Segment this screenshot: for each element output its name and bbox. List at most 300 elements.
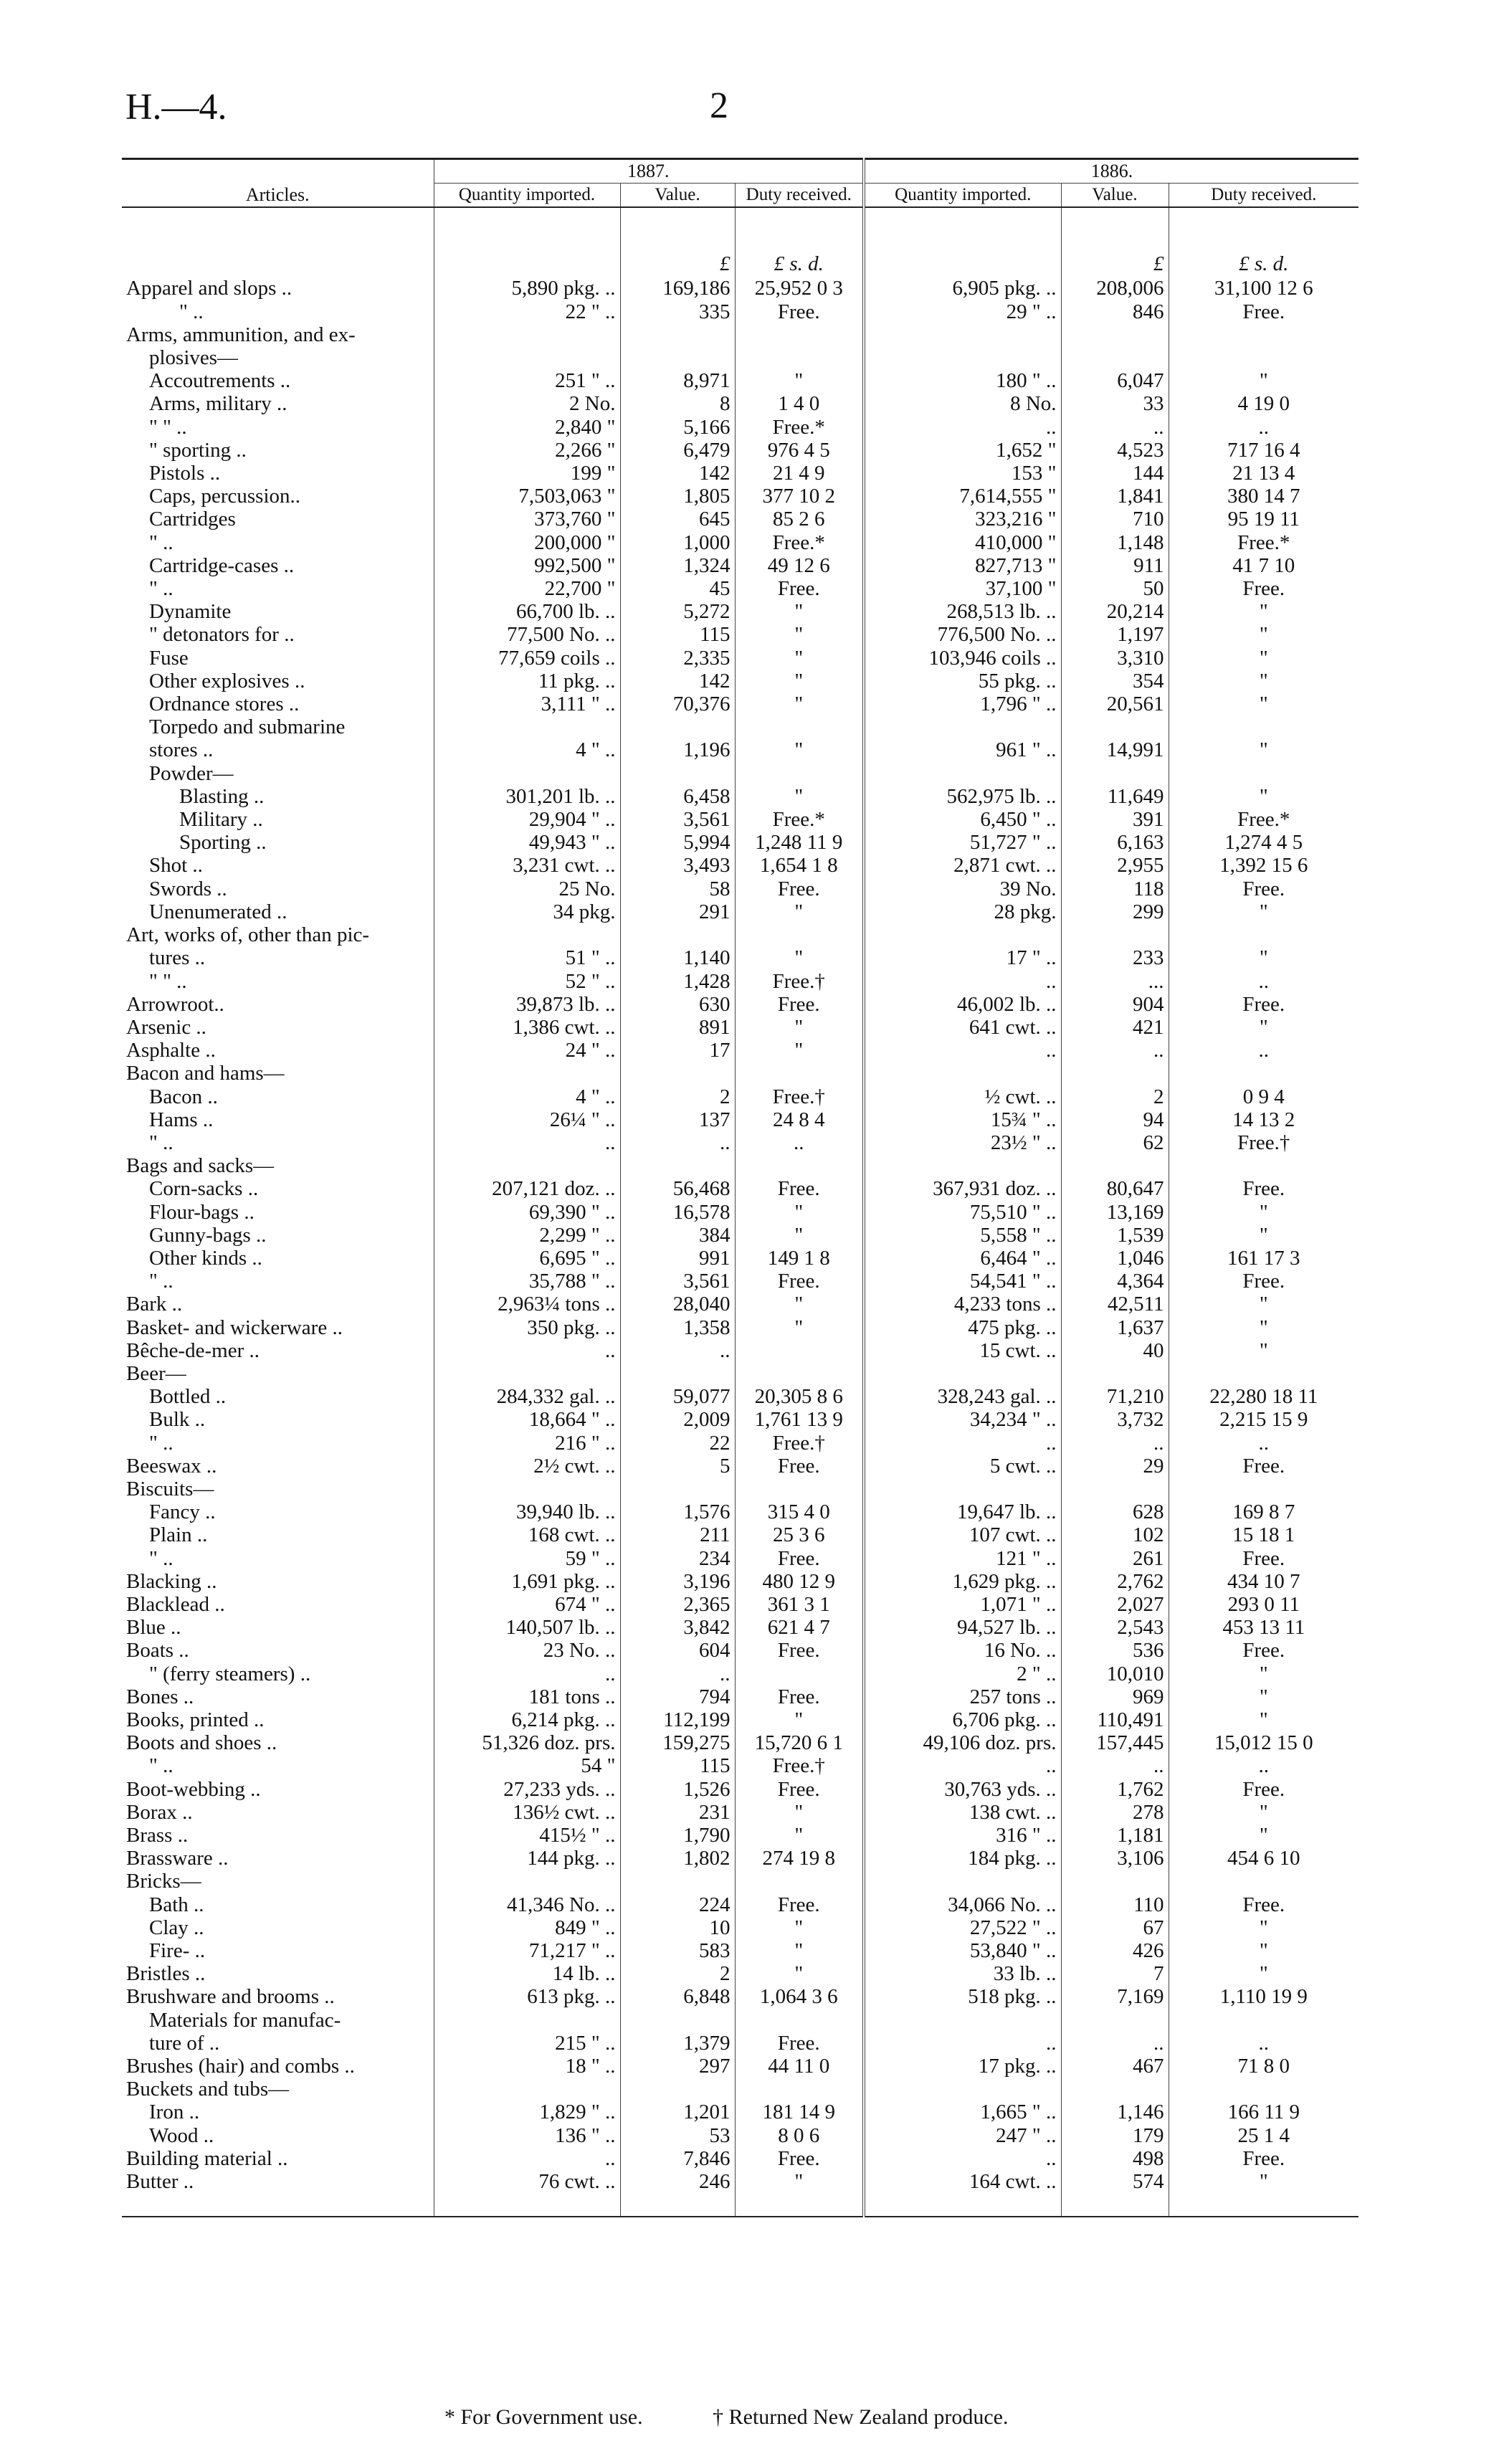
value-1886-cell: 29 — [1061, 1455, 1169, 1478]
article-cell: Clay .. — [149, 1916, 204, 1939]
value-1887-cell: 1,428 — [620, 970, 735, 993]
duty-1886-cell: Free. — [1169, 1639, 1358, 1662]
article-cell: Cartridge-cases .. — [149, 553, 295, 577]
table-row — [122, 439, 1358, 462]
table-row — [122, 670, 1358, 693]
value-1887-cell: 2,335 — [620, 647, 735, 670]
duty-1887-cell — [735, 1478, 864, 1500]
duty-1887-cell: " — [735, 946, 864, 969]
value-1887-cell: 2 — [620, 1085, 735, 1108]
quantity-1886-cell: 103,946 coils .. — [864, 647, 1061, 670]
duty-1886-cell — [1169, 346, 1358, 369]
table-row — [122, 485, 1358, 508]
table-row — [122, 554, 1358, 577]
quantity-1886-cell: 75,510 " .. — [864, 1201, 1061, 1224]
quantity-1886-cell: 827,713 " — [864, 554, 1061, 577]
duty-1886-cell: " — [1169, 600, 1358, 623]
value-1887-cell: 8,971 — [620, 369, 735, 392]
duty-1887-cell: 1,761 13 9 — [735, 1408, 864, 1431]
article-cell: " (ferry steamers) .. — [149, 1662, 311, 1685]
value-1887-cell: 3,196 — [620, 1570, 735, 1593]
table-row — [122, 1639, 1358, 1662]
value-1887-cell: 1,324 — [620, 554, 735, 577]
article-cell: Wood .. — [149, 2123, 214, 2147]
table-row — [122, 785, 1358, 808]
duty-1887-cell: Free. — [735, 577, 864, 600]
table-row — [122, 808, 1358, 831]
quantity-1886-cell — [864, 1362, 1061, 1385]
imports-table — [122, 158, 1358, 2217]
article-cell: Bath .. — [149, 1893, 204, 1916]
value-1887-cell: 604 — [620, 1639, 735, 1662]
value-1887-cell: 1,000 — [620, 531, 735, 554]
value-1886-cell: 157,445 — [1061, 1731, 1169, 1754]
article-cell: Bulk .. — [149, 1408, 206, 1432]
article-cell: " .. — [149, 1131, 173, 1154]
value-1886-cell: 2,543 — [1061, 1616, 1169, 1639]
value-1886-cell: 179 — [1061, 2124, 1169, 2147]
article-cell: Bacon .. — [149, 1085, 218, 1108]
quantity-1886-cell: 19,647 lb. .. — [864, 1500, 1061, 1523]
table-row — [122, 346, 1358, 369]
table-row — [122, 1478, 1358, 1500]
value-1886-cell: 574 — [1061, 2170, 1169, 2193]
duty-1886-cell — [1169, 2009, 1358, 2032]
duty-1886-cell: .. — [1169, 1432, 1358, 1455]
duty-1887-cell: 20,305 8 6 — [735, 1385, 864, 1408]
quantity-1886-cell: ½ cwt. .. — [864, 1085, 1061, 1108]
table-row — [122, 416, 1358, 439]
value-1886-cell: 911 — [1061, 554, 1169, 577]
article-cell: Fire- .. — [149, 1939, 206, 1963]
quantity-1887-cell: .. — [434, 2147, 620, 2170]
article-cell: Apparel and slops .. — [126, 277, 292, 300]
article-cell: Brass .. — [126, 1824, 189, 1847]
duty-1886-cell: 454 6 10 — [1169, 1847, 1358, 1870]
duty-1886-cell — [1169, 323, 1358, 346]
article-cell: " sporting .. — [149, 438, 247, 462]
value-1887-cell: 59,077 — [620, 1385, 735, 1408]
quantity-1887-cell: 136½ cwt. .. — [434, 1801, 620, 1824]
quantity-1886-cell: 17 " .. — [864, 946, 1061, 969]
table-row — [122, 1201, 1358, 1224]
quantity-1887-cell — [434, 2009, 620, 2032]
duty-1886-cell: .. — [1169, 1039, 1358, 1062]
duty-1886-cell: " — [1169, 1708, 1358, 1731]
value-1887-cell: 1,805 — [620, 485, 735, 508]
duty-1887-cell: 181 14 9 — [735, 2101, 864, 2123]
quantity-1886-cell: 562,975 lb. .. — [864, 785, 1061, 808]
value-1887-cell: 224 — [620, 1893, 735, 1916]
table-row — [122, 2032, 1358, 2055]
duty-1887-cell: 15,720 6 1 — [735, 1731, 864, 1754]
value-1886-cell: 710 — [1061, 508, 1169, 531]
article-cell: Fancy .. — [149, 1500, 216, 1524]
duty-1887-cell — [735, 923, 864, 946]
quantity-1886-cell: 2,871 cwt. .. — [864, 854, 1061, 877]
value-1886-cell: 144 — [1061, 462, 1169, 485]
table-row — [122, 1293, 1358, 1316]
table-bottom-rule — [122, 2193, 1358, 2217]
duty-1887-cell: Free.† — [735, 1432, 864, 1455]
duty-1887-cell: 49 12 6 — [735, 554, 864, 577]
quantity-1886-cell: 180 " .. — [864, 369, 1061, 392]
value-1886-cell: 2,027 — [1061, 1593, 1169, 1616]
duty-1886-cell: " — [1169, 900, 1358, 923]
quantity-1887-cell: 4 " .. — [434, 738, 620, 761]
value-1887-cell: 630 — [620, 993, 735, 1016]
value-1886-cell: 2 — [1061, 1085, 1169, 1108]
value-1886-cell: 11,649 — [1061, 785, 1169, 808]
value-1887-cell — [620, 1362, 735, 1385]
duty-1886-cell: Free. — [1169, 1893, 1358, 1916]
value-1887-cell: .. — [620, 1131, 735, 1154]
quantity-1887-cell: 5,890 pkg. .. — [434, 277, 620, 300]
duty-1887-cell: " — [735, 647, 864, 670]
quantity-1886-cell: 46,002 lb. .. — [864, 993, 1061, 1016]
quantity-1887-cell: 18,664 " .. — [434, 1408, 620, 1431]
quantity-1887-cell: 69,390 " .. — [434, 1201, 620, 1224]
article-cell: " .. — [149, 531, 173, 554]
quantity-1886-cell: 6,450 " .. — [864, 808, 1061, 831]
quantity-1886-cell: 49,106 doz. prs. — [864, 1731, 1061, 1754]
quantity-1887-cell: 6,214 pkg. .. — [434, 1708, 620, 1731]
table-row — [122, 1039, 1358, 1062]
quantity-1886-cell: 7,614,555 " — [864, 485, 1061, 508]
quantity-1887-cell: 11 pkg. .. — [434, 670, 620, 693]
table-row — [122, 323, 1358, 346]
duty-1886-cell: Free. — [1169, 1778, 1358, 1801]
duty-1887-cell: " — [735, 623, 864, 646]
table-row — [122, 1108, 1358, 1131]
quantity-1886-cell — [864, 923, 1061, 946]
article-cell: Brassware .. — [126, 1847, 229, 1870]
quantity-1886-cell: 1,796 " .. — [864, 693, 1061, 715]
quantity-1887-cell: 29,904 " .. — [434, 808, 620, 831]
duty-1887-cell: 85 2 6 — [735, 508, 864, 531]
quantity-1887-cell — [434, 1062, 620, 1085]
article-cell: Asphalte .. — [126, 1039, 216, 1062]
value-1887-cell: 583 — [620, 1939, 735, 1962]
duty-1886-cell: 161 17 3 — [1169, 1247, 1358, 1270]
article-cell: tures .. — [149, 946, 206, 970]
quantity-1887-cell: 22 " .. — [434, 300, 620, 323]
quantity-1887-cell: 59 " .. — [434, 1547, 620, 1570]
value-1886-cell: 3,310 — [1061, 647, 1169, 670]
value-1886-cell: 10,010 — [1061, 1663, 1169, 1685]
value-1887-cell: 16,578 — [620, 1201, 735, 1224]
quantity-1886-cell: 518 pkg. .. — [864, 1985, 1061, 2008]
quantity-1886-cell — [864, 1870, 1061, 1893]
value-1887-cell: 384 — [620, 1224, 735, 1247]
value-1887-cell: 3,842 — [620, 1616, 735, 1639]
value-1887-cell: 6,458 — [620, 785, 735, 808]
value-1887-cell: 2,009 — [620, 1408, 735, 1431]
header-spacer — [122, 207, 1358, 251]
value-1887-cell: 3,561 — [620, 1270, 735, 1293]
value-1887-cell: 291 — [620, 900, 735, 923]
duty-1887-cell — [735, 1362, 864, 1385]
table-row — [122, 993, 1358, 1016]
article-cell: Blacking .. — [126, 1569, 217, 1593]
value-1886-cell: 94 — [1061, 1108, 1169, 1131]
article-cell: Art, works of, other than pic- — [126, 923, 370, 947]
duty-1886-cell: " — [1169, 1685, 1358, 1708]
value-1887-cell: 991 — [620, 1247, 735, 1270]
duty-1887-cell — [735, 1062, 864, 1085]
page-number: 2 — [710, 85, 728, 126]
duty-1886-cell: Free. — [1169, 1177, 1358, 1200]
table-row — [122, 277, 1358, 300]
quantity-1886-cell: 184 pkg. .. — [864, 1847, 1061, 1870]
quantity-1886-cell: 1,629 pkg. .. — [864, 1570, 1061, 1593]
year-header-row — [122, 159, 1358, 184]
value-1887-cell: 10 — [620, 1916, 735, 1939]
value-1887-cell: 8 — [620, 392, 735, 415]
quantity-1887-cell: 2,840 " — [434, 416, 620, 439]
table-row — [122, 2078, 1358, 2101]
value-1887-cell: 645 — [620, 508, 735, 531]
article-cell: Bricks— — [126, 1870, 201, 1893]
quantity-1886-cell: 164 cwt. .. — [864, 2170, 1061, 2193]
duty-1886-cell: " — [1169, 1224, 1358, 1247]
duty-1886-cell: " — [1169, 785, 1358, 808]
value-1886-cell: 3,106 — [1061, 1847, 1169, 1870]
duty-1886-cell: 31,100 12 6 — [1169, 277, 1358, 300]
duty-1886-cell: " — [1169, 1339, 1358, 1362]
quantity-1886-cell: 961 " .. — [864, 738, 1061, 761]
value-1886-cell — [1061, 2009, 1169, 2032]
duty-1887-cell: 315 4 0 — [735, 1500, 864, 1523]
duty-1886-cell: .. — [1169, 970, 1358, 993]
duty-1886-cell — [1169, 1478, 1358, 1500]
value-1886-cell: ... — [1061, 970, 1169, 993]
duty-1887-cell: " — [735, 1201, 864, 1224]
article-cell: Hams .. — [149, 1108, 214, 1131]
table-row — [122, 2147, 1358, 2170]
duty-1886-cell: " — [1169, 1293, 1358, 1316]
value-1886-cell: 4,523 — [1061, 439, 1169, 462]
value-1886-cell: 536 — [1061, 1639, 1169, 1662]
quantity-1887-cell: 3,111 " .. — [434, 693, 620, 715]
table-row — [122, 2009, 1358, 2032]
article-cell: Bristles .. — [126, 1962, 206, 1986]
article-cell: Powder— — [149, 761, 234, 785]
duty-1886-cell: 15 18 1 — [1169, 1523, 1358, 1546]
value-1886-cell: .. — [1061, 1432, 1169, 1455]
value-1887-cell: 234 — [620, 1547, 735, 1570]
article-cell: Arms, military .. — [149, 392, 287, 416]
quantity-1887-cell: 25 No. — [434, 877, 620, 900]
duty-1886-cell: " — [1169, 693, 1358, 715]
table-row — [122, 531, 1358, 554]
duty-1886-cell — [1169, 762, 1358, 785]
quantity-1886-cell: 6,706 pkg. .. — [864, 1708, 1061, 1731]
quantity-1887-cell: 7,503,063 " — [434, 485, 620, 508]
duty-1887-cell: " — [735, 600, 864, 623]
value-1886-cell: 278 — [1061, 1801, 1169, 1824]
value-1887-cell — [620, 762, 735, 785]
duty-1886-cell: .. — [1169, 416, 1358, 439]
value-1887-cell: 6,848 — [620, 1985, 735, 2008]
quantity-1886-cell: 94,527 lb. .. — [864, 1616, 1061, 1639]
quantity-1887-cell — [434, 715, 620, 738]
duty-1886-cell: 14 13 2 — [1169, 1108, 1358, 1131]
table-row — [122, 2170, 1358, 2193]
duty-1886-cell: .. — [1169, 2032, 1358, 2055]
table-row — [122, 1663, 1358, 1685]
table-row — [122, 1939, 1358, 1962]
quantity-1886-cell: 54,541 " .. — [864, 1270, 1061, 1293]
quantity-1887-cell: 207,121 doz. .. — [434, 1177, 620, 1200]
article-cell: " .. — [149, 1546, 173, 1570]
article-cell: Ordnance stores .. — [149, 693, 300, 716]
article-cell: " .. — [149, 1270, 173, 1293]
value-1887-cell: 2,365 — [620, 1593, 735, 1616]
article-cell: Boot-webbing .. — [126, 1777, 261, 1801]
table-row — [122, 1177, 1358, 1200]
value-1886-cell — [1061, 323, 1169, 346]
duty-1887-cell: Free. — [735, 2032, 864, 2055]
duty-1887-cell: 1,064 3 6 — [735, 1985, 864, 2008]
quantity-1886-cell: 37,100 " — [864, 577, 1061, 600]
duty-1887-cell: 976 4 5 — [735, 439, 864, 462]
article-cell: Accoutrements .. — [149, 369, 291, 393]
quantity-1886-cell: 323,216 " — [864, 508, 1061, 531]
quantity-1887-cell: 41,346 No. .. — [434, 1893, 620, 1916]
value-1886-cell: 1,146 — [1061, 2101, 1169, 2123]
quantity-1887-cell: 52 " .. — [434, 970, 620, 993]
table-row — [122, 1408, 1358, 1431]
duty-1887-cell: Free.† — [735, 970, 864, 993]
article-cell: Torpedo and submarine — [149, 715, 346, 739]
value-1886-cell: 110,491 — [1061, 1708, 1169, 1731]
duty-1886-cell: " — [1169, 946, 1358, 969]
quantity-1887-cell: 24 " .. — [434, 1039, 620, 1062]
value-1887-cell: 211 — [620, 1523, 735, 1546]
duty-1887-cell: 24 8 4 — [735, 1108, 864, 1131]
table-row — [122, 1270, 1358, 1293]
table-row — [122, 623, 1358, 646]
value-1887-cell: 246 — [620, 2170, 735, 2193]
value-1886-cell: 1,637 — [1061, 1316, 1169, 1339]
value-1886-cell: 426 — [1061, 1939, 1169, 1962]
table-row — [122, 300, 1358, 323]
table-row — [122, 738, 1358, 761]
article-cell: Arms, ammunition, and ex- — [126, 323, 356, 346]
duty-1887-cell: " — [735, 1224, 864, 1247]
value-1887-cell: 142 — [620, 670, 735, 693]
duty-1886-cell: Free. — [1169, 993, 1358, 1016]
article-cell: Basket- and wickerware .. — [126, 1316, 343, 1339]
duty-1887-cell: Free. — [735, 1455, 864, 1478]
value-1886-cell: 118 — [1061, 877, 1169, 900]
table-row — [122, 600, 1358, 623]
value-1886-cell — [1061, 346, 1169, 369]
value-1887-cell: 112,199 — [620, 1708, 735, 1731]
table-row — [122, 970, 1358, 993]
duty-1886-cell: 380 14 7 — [1169, 485, 1358, 508]
article-cell: Shot .. — [149, 854, 203, 877]
article-cell: Bark .. — [126, 1293, 183, 1316]
duty-1887-cell — [735, 715, 864, 738]
table-row — [122, 2101, 1358, 2123]
duty-1886-cell: 15,012 15 0 — [1169, 1731, 1358, 1754]
quantity-1887-cell: .. — [434, 1131, 620, 1154]
duty-1887-cell: Free. — [735, 1270, 864, 1293]
table-row — [122, 392, 1358, 415]
value-1887-cell: .. — [620, 1663, 735, 1685]
duty-1887-cell: " — [735, 1916, 864, 1939]
table-row — [122, 1731, 1358, 1754]
value-1887-cell: 1,576 — [620, 1500, 735, 1523]
table-row — [122, 1362, 1358, 1385]
table-row — [122, 462, 1358, 485]
duty-1886-cell: 1,110 19 9 — [1169, 1985, 1358, 2008]
value-1886-cell: 20,561 — [1061, 693, 1169, 715]
article-cell: Boots and shoes .. — [126, 1731, 277, 1755]
quantity-1886-cell: .. — [864, 416, 1061, 439]
duty-1887-cell: 25,952 0 3 — [735, 277, 864, 300]
duty-1886-cell: Free.† — [1169, 1131, 1358, 1154]
duty-1887-cell: Free. — [735, 993, 864, 1016]
table-row — [122, 831, 1358, 854]
table-row — [122, 1547, 1358, 1570]
value-1886-cell: 7,169 — [1061, 1985, 1169, 2008]
quantity-1887-cell: 1,386 cwt. .. — [434, 1016, 620, 1039]
table-row — [122, 1247, 1358, 1270]
table-row — [122, 1224, 1358, 1247]
duty-1886-cell: Free. — [1169, 577, 1358, 600]
article-cell: Dynamite — [149, 600, 232, 624]
quantity-1887-cell: 2,963¼ tons .. — [434, 1293, 620, 1316]
quantity-1887-cell — [434, 1478, 620, 1500]
value-1887-cell: 5,994 — [620, 831, 735, 854]
duty-1886-cell: " — [1169, 738, 1358, 761]
value-1886-cell: 4,364 — [1061, 1270, 1169, 1293]
article-cell: Borax .. — [126, 1800, 193, 1824]
table-row — [122, 369, 1358, 392]
quantity-1887-cell: 35,788 " .. — [434, 1270, 620, 1293]
value-1887-cell: 3,493 — [620, 854, 735, 877]
duty-1887-cell: 25 3 6 — [735, 1523, 864, 1546]
value-1887-cell: 5,272 — [620, 600, 735, 623]
quantity-1886-cell: 328,243 gal. .. — [864, 1385, 1061, 1408]
value-1887-cell: 1,379 — [620, 2032, 735, 2055]
article-cell: Blue .. — [126, 1616, 181, 1640]
quantity-1886-cell — [864, 762, 1061, 785]
value-1887-cell: 45 — [620, 577, 735, 600]
value-1887-cell: 115 — [620, 1754, 735, 1777]
quantity-1887-cell: 3,231 cwt. .. — [434, 854, 620, 877]
article-cell: " .. — [179, 300, 204, 323]
quantity-1887-cell: 350 pkg. .. — [434, 1316, 620, 1339]
value-1886-cell: 80,647 — [1061, 1177, 1169, 1200]
duty-1887-cell: 480 12 9 — [735, 1570, 864, 1593]
quantity-1886-cell — [864, 346, 1061, 369]
footnote-returned: † Returned New Zealand produce. — [713, 2405, 1009, 2429]
value-1886-cell: .. — [1061, 416, 1169, 439]
value-1886-cell: .. — [1061, 1754, 1169, 1777]
quantity-1887-cell: 14 lb. .. — [434, 1962, 620, 1985]
duty-1887-cell: " — [735, 1039, 864, 1062]
duty-1887-cell: Free. — [735, 2147, 864, 2170]
article-cell: Cartridges — [149, 508, 236, 531]
quantity-1886-cell: 1,071 " .. — [864, 1593, 1061, 1616]
quantity-1886-cell: .. — [864, 1754, 1061, 1777]
article-cell: Bacon and hams— — [126, 1062, 285, 1085]
value-1886-cell: .. — [1061, 2032, 1169, 2055]
